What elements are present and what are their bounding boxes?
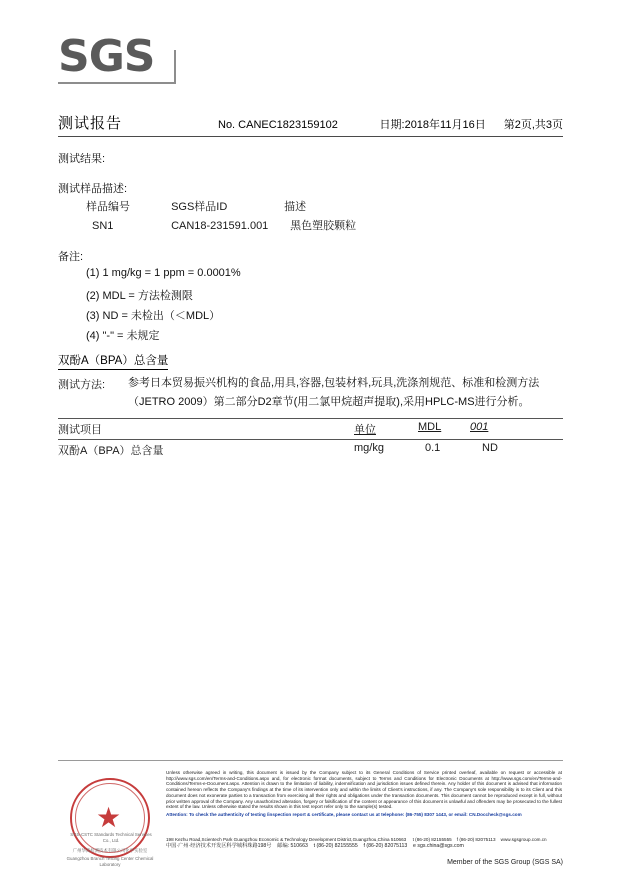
sgs-logo (58, 31, 178, 86)
results-col-mdl: MDL (418, 421, 442, 433)
sample-cell-id: SN1 (92, 220, 114, 232)
sample-description-label: 测试样品描述: (58, 183, 128, 195)
note-item-4: (4) "-" = 未规定 (86, 330, 160, 342)
address-en: 198 Kezhu Road,Scientech Park Guangzhou Economic & Technology Development District,Guangzhou,China 510663 (166, 837, 407, 842)
results-cell-item: 双酚A（BPA）总含量 (58, 445, 164, 457)
sample-col-desc: 描述 (284, 201, 307, 213)
footer-member-text: Member of the SGS Group (SGS SA) (447, 859, 563, 866)
legal-attention: Attention: To check the authenticity of testing /inspection report & certificate, please contact us at telephone: (86-755) 8307 1443, or email: CN.Doccheck@sgs.com (166, 811, 522, 817)
sample-cell-desc: 黑色塑胶颗粒 (290, 220, 357, 232)
seal-line-1: SGS-CSTC Standards Technical Services Co., Ltd. (70, 832, 152, 843)
seal-star-icon: ★ (96, 802, 122, 833)
notes-label: 备注: (58, 251, 84, 263)
seal-line-2: 广州华商检测技术有限公司化学实验室 (72, 848, 148, 853)
sgs-logo-text: SGS (58, 31, 155, 82)
method-label: 测试方法: (58, 379, 106, 391)
results-table-top-rule (58, 418, 563, 419)
report-header-row (58, 112, 563, 133)
results-cell-unit: mg/kg (354, 442, 384, 454)
sample-col-id: 样品编号 (86, 201, 130, 213)
results-cell-value: ND (482, 442, 498, 454)
note-item-1: (1) 1 mg/kg = 1 ppm = 0.0001% (86, 267, 241, 279)
table-row (86, 217, 506, 233)
website: www.sgsgroup.com.cn (500, 837, 547, 842)
fax-en: f (86-20) 82075113 (456, 837, 496, 842)
legal-body: Unless otherwise agreed in writing, this document is issued by the Company subject to its General Conditions of Service printed overleaf, available on request or accessible at http://www.sgs.com/en/Terms-and-Conditions.aspx and, for electronic format documents, subject to Terms and Conditions for Electronic Documents at http://www.sgs.com/en/Terms-and-Conditions/Terms-e-Document.aspx. Attention is drawn to the limitation of liability, indemnification and jurisdiction issues defined therein. Any holder of this document is advised that information contained hereon reflects the Company's findings at the time of its intervention only and within the limits of Client's instructions, if any. The Company's sole responsibility is to its Client and this document does not exonerate parties to a transaction from exercising all their rights and obligations under the transaction documents. This document cannot be reproduced except in full, without prior written approval of the Company. Any unauthorized alteration, forgery or falsification of the content or appearance of this document is unlawful and offenders may be prosecuted to the fullest extent of the law. Unless otherwise stated the results shown in this test report refer only to the sample(s) tested. (166, 770, 562, 810)
logo-tick (174, 50, 176, 84)
logo-underline (58, 82, 176, 84)
footer-legal-text (166, 770, 562, 818)
results-table-header (58, 421, 563, 439)
company-seal-stamp (62, 772, 158, 868)
tel-cn: t (86-20) 82155555 (313, 843, 358, 849)
postcode-cn: 邮编: 510663 (277, 843, 308, 849)
report-number: No. CANEC1823159102 (218, 119, 338, 131)
section-heading: 双酚A（BPA）总含量 (58, 352, 168, 370)
table-row (58, 442, 563, 460)
address-cn: 中国·广州·经济技术开发区科学城科珠路198号 (166, 843, 272, 849)
sample-cell-sgsid: CAN18-231591.001 (171, 220, 269, 232)
sample-table-header (86, 198, 506, 214)
seal-line-3: Guangzhou Branch Testing Center Chemical Laboratory (66, 856, 154, 867)
results-col-unit: 单位 (354, 424, 376, 436)
results-col-item: 测试项目 (58, 424, 102, 436)
method-text: 参考日本贸易振兴机构的食品,用具,容器,包装材料,玩具,洗涤剂规范、标准和检测方法（JETRO 2009）第二部分D2章节(用二氯甲烷超声提取),采用HPLC-MS进行分析。 (128, 377, 540, 408)
email-cn: e sgs.china@sgs.com (413, 843, 464, 849)
results-cell-mdl: 0.1 (425, 442, 441, 454)
results-col-sample-001: 001 (470, 421, 489, 433)
report-date: 日期:2018年11月16日 (379, 119, 486, 131)
page-title: 测试报告 (58, 115, 123, 132)
results-table-header-rule (58, 439, 563, 440)
header-divider (58, 136, 563, 137)
fax-cn: f (86-20) 82075113 (363, 843, 408, 849)
results-intro-label: 测试结果: (58, 153, 106, 165)
footer-divider (58, 760, 563, 761)
note-item-2: (2) MDL = 方法检测限 (86, 290, 193, 302)
page-indicator: 第2页,共3页 (503, 119, 563, 131)
note-item-3: (3) ND = 未检出（＜MDL） (86, 310, 221, 322)
tel-en: t (86-20) 82155555 (412, 837, 452, 842)
footer-address-block (166, 836, 562, 850)
sample-col-sgsid: SGS样品ID (171, 201, 228, 213)
